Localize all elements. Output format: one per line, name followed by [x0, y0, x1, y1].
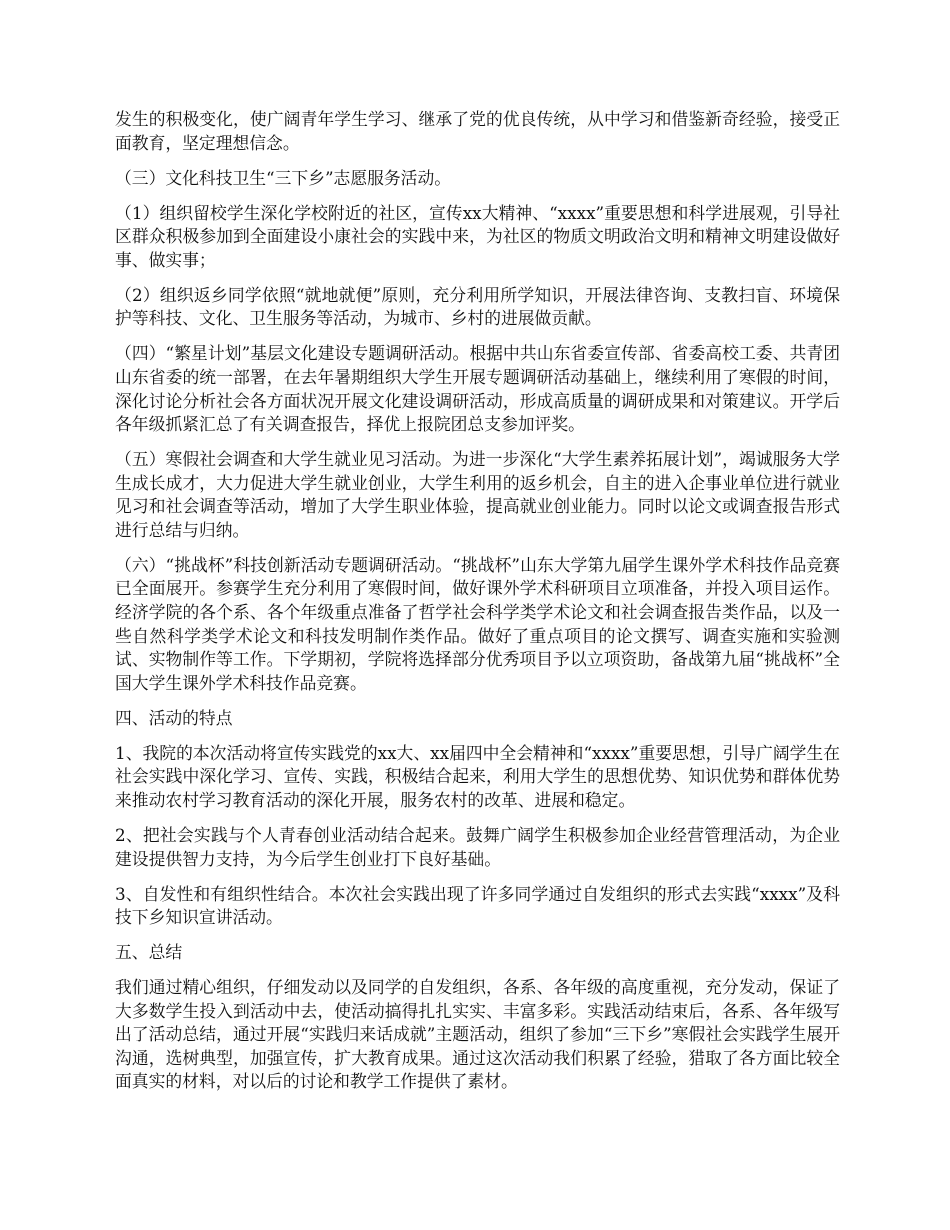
paragraph-feature-2: 2、把社会实践与个人青春创业活动结合起来。鼓舞广阔学生积极参加企业经营管理活动，为企业建设提供智力支持，为今后学生创业打下良好基础。	[115, 824, 840, 869]
paragraph-item-1: （1）组织留校学生深化学校附近的社区，宣传xx大精神、“xxxx”重要思想和科学进展观，引导社区群众积极参加到全面建设小康社会的实践中来，为社区的物质文明政治文明和精神文明建设做好事、做实事；	[115, 202, 840, 270]
heading-features: 四、活动的特点	[115, 707, 233, 728]
paragraph-section-4: （四）“繁星计划”基层文化建设专题调研活动。根据中共山东省委宣传部、省委高校工委、共青团山东省委的统一部署，在去年暑期组织大学生开展专题调研活动基础上，继续利用了寒假的时间，深化讨论分析社会各方面状况开展文化建设调研活动，形成高质量的调研成果和对策建议。开学后各年级抓紧汇总了有关调查报告，择优上报院团总支参加评奖。	[115, 343, 840, 435]
paragraph-item-2: （2）组织返乡同学依照“就地就便”原则，充分利用所学知识，开展法律咨询、支教扫盲、环境保护等科技、文化、卫生服务等活动，为城市、乡村的进展做贡献。	[115, 284, 840, 329]
heading-section-3: （三）文化科技卫生“三下乡”志愿服务活动。	[115, 167, 452, 188]
paragraph-feature-3: 3、自发性和有组织性结合。本次社会实践出现了许多同学通过自发组织的形式去实践“xxxx”及科技下乡知识宣讲活动。	[115, 883, 840, 928]
paragraph-summary: 我们通过精心组织，仔细发动以及同学的自发组织，各系、各年级的高度重视，充分发动，保证了大多数学生投入到活动中去，使活动搞得扎扎实实、丰富多彩。实践活动结束后，各系、各年级写出了活动总结，通过开展“实践归来话成就”主题活动，组织了参加“三下乡”寒假社会实践学生展开沟通，选树典型，加强宣传，扩大教育成果。通过这次活动我们积累了经验，猎取了各方面比较全面真实的材料，对以后的讨论和教学工作提供了素材。	[115, 977, 840, 1092]
paragraph-section-6: （六）“挑战杯”科技创新活动专题调研活动。“挑战杯”山东大学第九届学生课外学术科技作品竞赛已全面展开。参赛学生充分利用了寒假时间，做好课外学术科研项目立项准备，并投入项目运作。经济学院的各个系、各个年级重点准备了哲学社会科学类学术论文和社会调查报告类作品，以及一些自然科学类学术论文和科技发明制作类作品。做好了重点项目的论文撰写、调查实施和实验测试、实物制作等工作。下学期初，学院将选择部分优秀项目予以立项资助，备战第九届“挑战杯”全国大学生课外学术科技作品竞赛。	[115, 554, 840, 693]
document-page	[115, 108, 840, 1105]
heading-summary: 五、总结	[115, 942, 183, 963]
paragraph-feature-1: 1、我院的本次活动将宣传实践党的xx大、xx届四中全会精神和“xxxx”重要思想，引导广阔学生在社会实践中深化学习、宣传、实践，积极结合起来，利用大学生的思想优势、知识优势和群体优势来推动农村学习教育活动的深化开展，服务农村的改革、进展和稳定。	[115, 742, 840, 810]
paragraph-section-5: （五）寒假社会调查和大学生就业见习活动。为进一步深化“大学生素养拓展计划”，竭诚服务大学生成长成才，大力促进大学生就业创业，大学生利用的返乡机会，自主的进入企事业单位进行就业见习和社会调查等活动，增加了大学生职业体验，提高就业创业能力。同时以论文或调查报告形式进行总结与归纳。	[115, 449, 840, 540]
paragraph-intro-continuation: 发生的积极变化，使广阔青年学生学习、继承了党的优良传统，从中学习和借鉴新奇经验，接受正面教育，坚定理想信念。	[115, 109, 840, 153]
